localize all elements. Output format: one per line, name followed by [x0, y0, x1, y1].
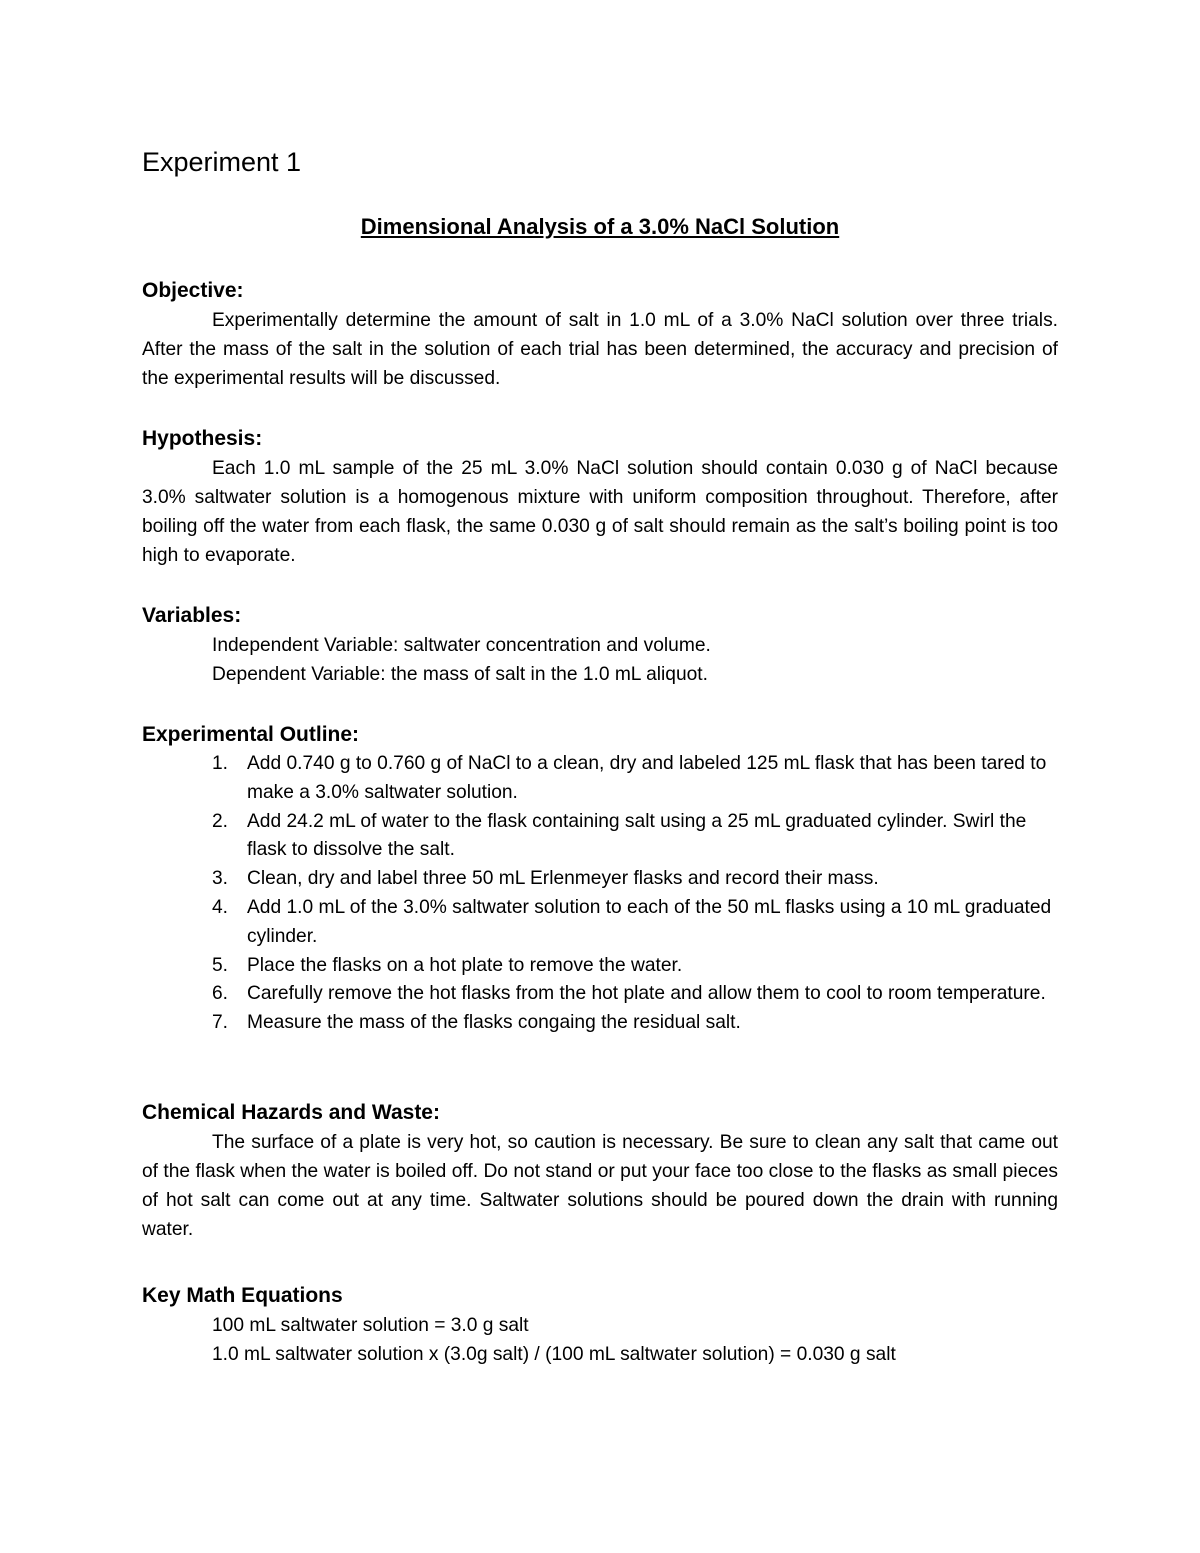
hazards-heading: Chemical Hazards and Waste:	[142, 1101, 440, 1124]
outline-step	[142, 952, 1058, 981]
outline-step	[142, 894, 1058, 952]
outline-heading: Experimental Outline:	[142, 723, 360, 746]
objective-heading: Objective:	[142, 279, 244, 302]
outline-step	[142, 865, 1058, 894]
math-heading: Key Math Equations	[142, 1284, 343, 1307]
step-number: 3.	[212, 868, 229, 890]
step-number: 6.	[212, 983, 229, 1005]
objective-paragraph: Experimentally determine the amount of salt in 1.0 mL of a 3.0% NaCl solution over three trials. After the mass of the salt in the solution of each trial has been determined, the accuracy and precision of the experimental results will be discussed.	[142, 310, 1058, 389]
independent-variable: Independent Variable: saltwater concentration and volume.	[212, 635, 711, 656]
step-number: 5.	[212, 954, 229, 976]
math-equation-1: 100 mL saltwater solution = 3.0 g salt	[212, 1315, 529, 1336]
document-title: Experiment 1	[142, 147, 302, 177]
math-equation-2: 1.0 mL saltwater solution x (3.0g salt) / (100 mL saltwater solution) = 0.030 g salt	[212, 1344, 896, 1365]
hypothesis-heading: Hypothesis:	[142, 427, 263, 450]
outline-steps-list	[142, 750, 1058, 1038]
step-text: Add 1.0 mL of the 3.0% saltwater solution to each of the 50 mL flasks using a 10 mL graduated cylinder.	[247, 896, 1052, 947]
hazards-paragraph: The surface of a plate is very hot, so caution is necessary. Be sure to clean any salt that came out of the flask when the water is boiled off. Do not stand or put your face too close to the flasks as small pieces of hot salt can come out at any time. Saltwater solutions should be poured down the drain with running water.	[142, 1132, 1058, 1240]
outline-step	[142, 980, 1058, 1009]
step-text: Place the flasks on a hot plate to remove the water.	[247, 954, 683, 976]
outline-step	[142, 750, 1058, 808]
document-subtitle: Dimensional Analysis of a 3.0% NaCl Solution	[360, 214, 840, 239]
step-number: 7.	[212, 1012, 229, 1034]
step-text: Add 24.2 mL of water to the flask containing salt using a 25 mL graduated cylinder. Swirl the flask to dissolve the salt.	[247, 810, 1027, 861]
step-number: 4.	[212, 896, 229, 918]
step-text: Carefully remove the hot flasks from the hot plate and allow them to cool to room temperature.	[247, 983, 1046, 1005]
variables-heading: Variables:	[142, 604, 242, 627]
dependent-variable: Dependent Variable: the mass of salt in the 1.0 mL aliquot.	[212, 664, 708, 685]
step-text: Clean, dry and label three 50 mL Erlenmeyer flasks and record their mass.	[247, 868, 879, 890]
step-number: 1.	[212, 753, 229, 774]
outline-step	[142, 808, 1058, 866]
outline-step	[142, 1009, 1058, 1038]
step-text: Measure the mass of the flasks congaing the residual salt.	[247, 1012, 741, 1034]
step-number: 2.	[212, 810, 229, 832]
hypothesis-paragraph: Each 1.0 mL sample of the 25 mL 3.0% NaCl solution should contain 0.030 g of NaCl because 3.0% saltwater solution is a homogenous mixture with uniform composition throughout. Therefore, after boiling off the water from each flask, the same 0.030 g of salt should remain as the salt’s boiling point is too high to evaporate.	[142, 458, 1058, 566]
step-text: Add 0.740 g to 0.760 g of NaCl to a clean, dry and labeled 125 mL flask that has been tared to make a 3.0% saltwater solution.	[247, 753, 1047, 803]
